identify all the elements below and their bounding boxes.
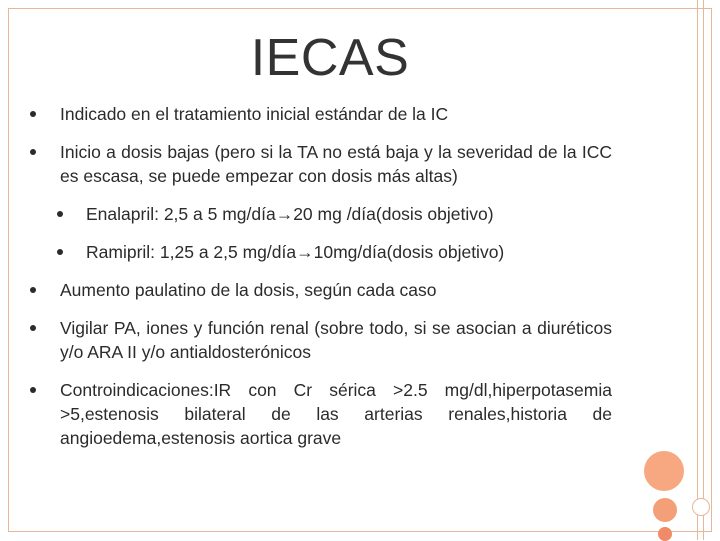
sub-list-item: [30, 202, 612, 226]
bullet-dot: [57, 249, 63, 255]
slide-title: IECAS: [250, 29, 410, 87]
side-rule-left: [697, 0, 698, 540]
sub-list-item: [30, 240, 612, 264]
list-item-text: Inicio a dosis bajas (pero si la TA no está baja y la severidad de la ICC es escasa, se puede empezar con dosis más altas): [60, 142, 612, 186]
bullet-dot: [30, 387, 36, 393]
bullet-dot: [30, 325, 36, 331]
bullet-dot: [30, 111, 36, 117]
decorative-circle-small: [658, 527, 672, 541]
bullet-dot: [57, 211, 63, 217]
list-item: [30, 378, 612, 450]
decorative-circle-medium: [653, 498, 677, 522]
sub-list-item-text: Ramipril: 1,25 a 2,5 mg/día→10mg/día(dosis objetivo): [86, 242, 505, 262]
list-item: [30, 102, 612, 126]
list-item: [30, 316, 612, 364]
list-item: [30, 278, 612, 302]
bullet-list: [30, 102, 612, 464]
decorative-circle-large: [644, 451, 684, 491]
list-item-text: Vigilar PA, iones y función renal (sobre todo, si se asocian a diuréticos y/o ARA II y/o antialdosterónicos: [60, 318, 612, 362]
bullet-dot: [30, 287, 36, 293]
sub-list-item-text: Enalapril: 2,5 a 5 mg/día→20 mg /día(dosis objetivo): [86, 204, 494, 224]
decorative-circle-ring: [692, 498, 710, 516]
bullet-dot: [30, 149, 36, 155]
list-item-text: Indicado en el tratamiento inicial estándar de la IC: [60, 104, 449, 124]
list-item: [30, 140, 612, 188]
side-rule-right: [703, 0, 704, 540]
list-item-text: Aumento paulatino de la dosis, según cada caso: [60, 280, 437, 300]
list-item-text: Controindicaciones:IR con Cr sérica >2.5 mg/dl,hiperpotasemia >5,estenosis bilateral de las arterias renales,historia de angioedema,estenosis aortica grave: [60, 380, 612, 448]
